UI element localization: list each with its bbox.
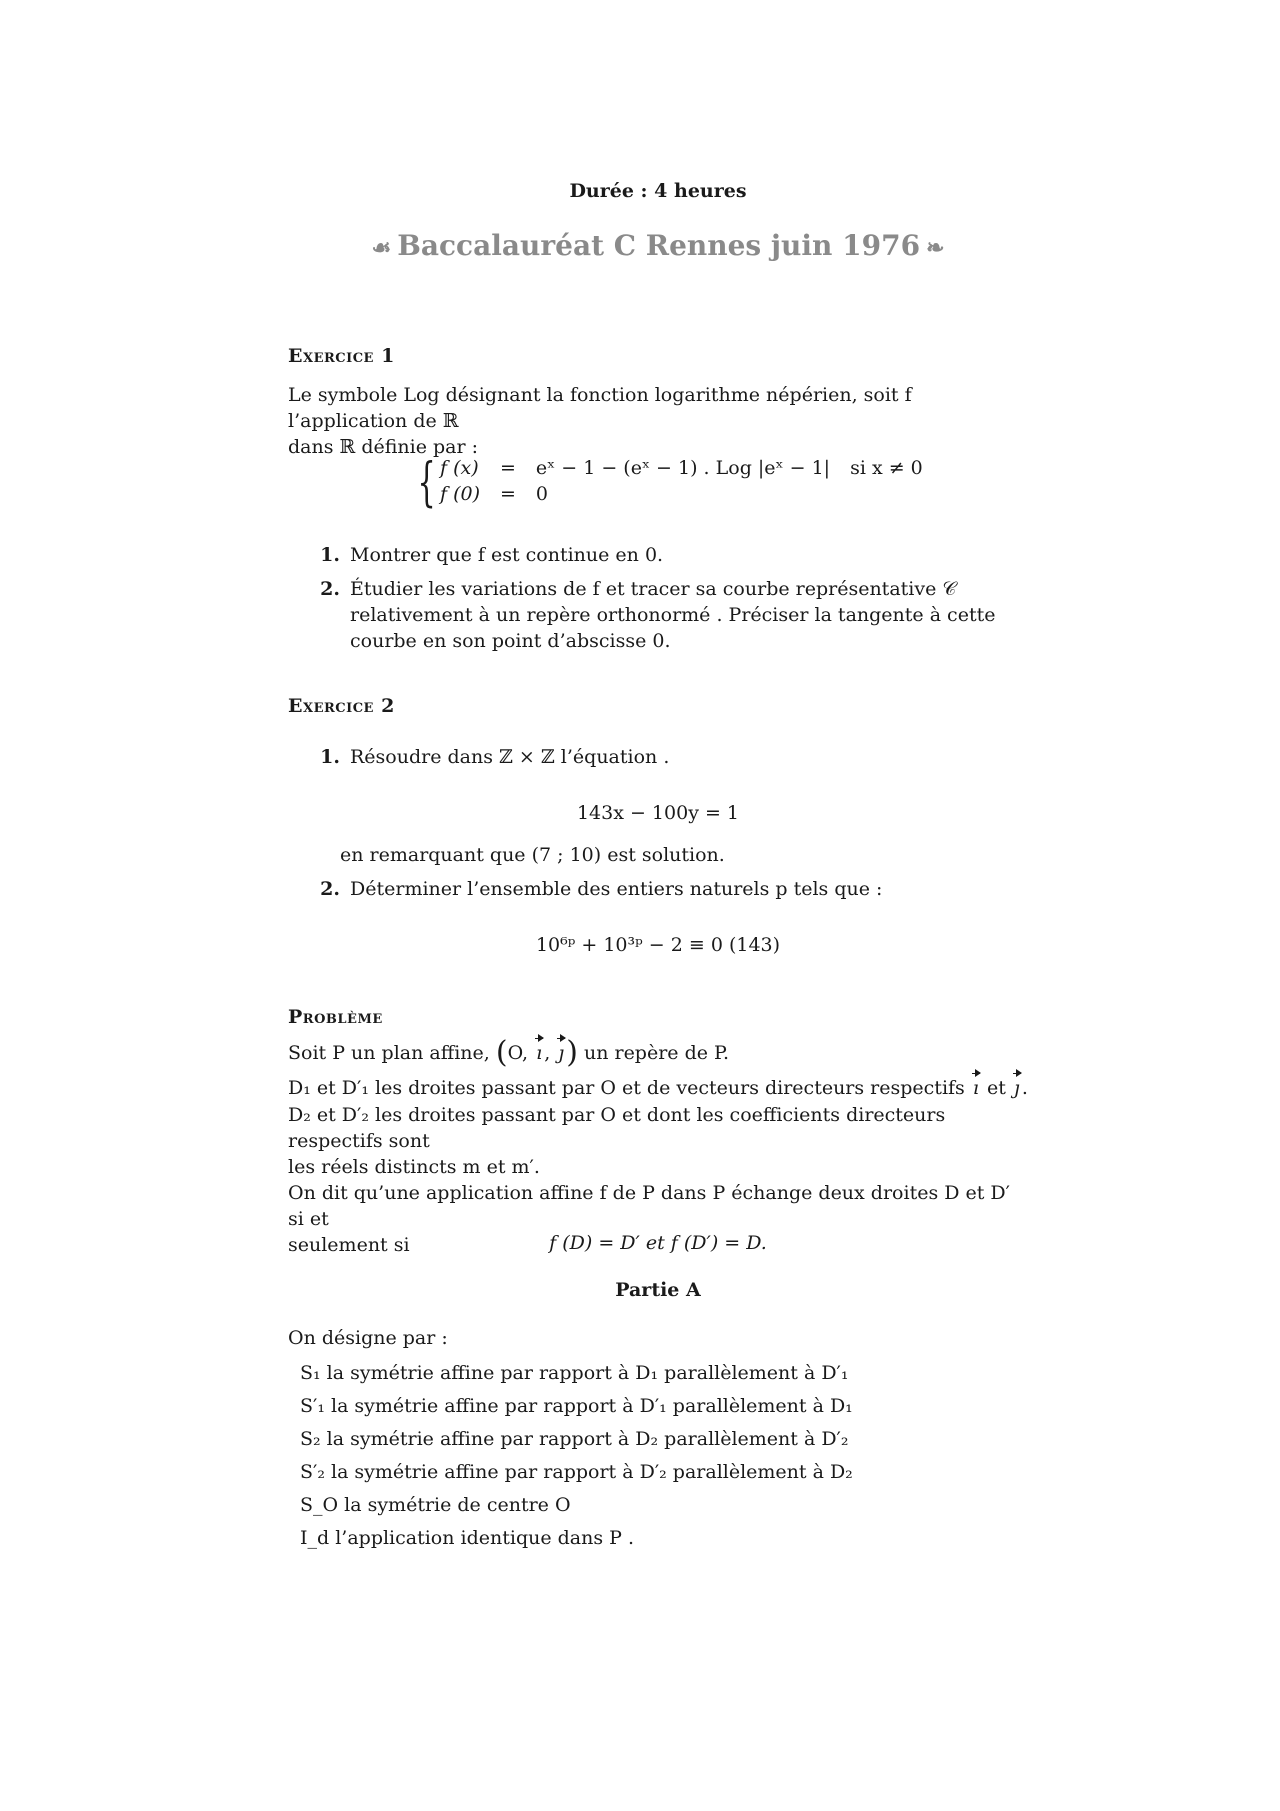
- list-item: S₁ la symétrie affine par rapport à D₁ parallèlement à D′₁: [300, 1362, 849, 1384]
- list-item: S′₂ la symétrie affine par rapport à D′₂ parallèlement à D₂: [300, 1461, 853, 1483]
- q-text: Montrer que f est continue en 0.: [350, 544, 664, 566]
- equation-1: 143x − 100y = 1: [576, 802, 740, 824]
- title-text: Baccalauréat C Rennes juin 1976: [397, 229, 921, 262]
- q-number: 2.: [320, 878, 340, 900]
- designe-line: On désigne par :: [288, 1327, 448, 1349]
- page-title: [288, 228, 1028, 266]
- function-system: [417, 453, 933, 513]
- probleme-l2: D₁ et D′₁ les droites passant par O et de vecteurs directeurs respectifs: [288, 1077, 965, 1099]
- intro-line-1: Le symbole Log désignant la fonction logarithme népérien, soit f l’application de ℝ: [288, 384, 912, 432]
- probleme-l4: les réels distincts m et m′.: [288, 1156, 540, 1178]
- sys-right-1: eˣ − 1 − (eˣ − 1) . Log |eˣ − 1|: [535, 457, 831, 479]
- symmetry-list: [300, 1360, 1028, 1558]
- q-text: Déterminer l’ensemble des entiers naturels p tels que :: [350, 878, 883, 900]
- intro-line-2: dans ℝ définie par :: [288, 436, 479, 458]
- probleme-l2-et: et: [986, 1077, 1006, 1099]
- sys-left-2: f (0): [440, 483, 480, 505]
- q-number: 1.: [320, 746, 340, 768]
- equation-2: 10⁶ᵖ + 10³ᵖ − 2 ≡ 0 (143): [535, 934, 781, 956]
- ornament-right-icon: ❧: [926, 235, 945, 261]
- sys-eq-2: =: [500, 483, 516, 505]
- ex2-question-1: [312, 744, 1028, 770]
- vector-i-icon: ı: [536, 1042, 543, 1064]
- q-number: 1.: [320, 544, 340, 566]
- exercise-1-intro: [288, 382, 1028, 460]
- probleme-l6: seulement si: [288, 1234, 410, 1256]
- list-item: S₂ la symétrie affine par rapport à D₂ parallèlement à D′₂: [300, 1428, 849, 1450]
- brace-symbol: {: [417, 453, 436, 513]
- probleme-l1-a: Soit P un plan affine,: [288, 1042, 490, 1064]
- q-text: Résoudre dans ℤ × ℤ l’équation .: [350, 746, 670, 768]
- ornament-left-icon: ☙: [371, 235, 392, 261]
- partie-a-heading: Partie A: [615, 1279, 701, 1301]
- ex1-question-1: [312, 542, 1028, 568]
- q-text: Étudier les variations de f et tracer sa courbe représentative 𝒞 relativement à un repère orthonormé . Préciser la tangente à cette courbe en son point d’abscisse 0.: [350, 578, 996, 652]
- exchange-equation: f (D) = D′ et f (D′) = D.: [549, 1232, 767, 1254]
- probleme-line-1: [288, 1035, 1028, 1070]
- list-item: S_O la symétrie de centre O: [300, 1494, 571, 1516]
- vector-j-icon: ȷ: [1013, 1077, 1020, 1099]
- vector-j-icon: ȷ: [558, 1042, 565, 1064]
- exercise-2-heading: Exercice 2: [288, 695, 395, 717]
- exercise-1-heading: Exercice 1: [288, 345, 395, 367]
- probleme-l1-b: un repère de P.: [583, 1042, 730, 1064]
- system-table: [430, 455, 933, 507]
- duration: Durée : 4 heures: [569, 180, 747, 202]
- frame-notation: (O, ı , ȷ): [495, 1035, 578, 1070]
- sys-left-1: f (x): [440, 457, 479, 479]
- probleme-line-2: D₁ et D′₁ les droites passant par O et de vecteurs directeurs respectifs ı et ȷ .: [288, 1077, 1028, 1099]
- probleme-heading: Problème: [288, 1006, 383, 1028]
- ex1-question-2: [312, 576, 1028, 654]
- sys-eq-1: =: [500, 457, 516, 479]
- list-item: S′₁ la symétrie affine par rapport à D′₁ parallèlement à D₁: [300, 1395, 853, 1417]
- sys-right-2: 0: [535, 483, 549, 505]
- sys-condition: si x ≠ 0: [850, 457, 923, 479]
- probleme-l5: On dit qu’une application affine f de P dans P échange deux droites D et D′ si et: [288, 1182, 1010, 1230]
- probleme-l3: D₂ et D′₂ les droites passant par O et dont les coefficients directeurs respectifs sont: [288, 1104, 946, 1152]
- vector-i-icon: ı: [972, 1077, 979, 1099]
- q-number: 2.: [320, 578, 340, 600]
- ex2-q1-after: en remarquant que (7 ; 10) est solution.: [340, 844, 725, 866]
- ex2-question-2: [312, 876, 1028, 902]
- list-item: I_d l’application identique dans P .: [300, 1527, 635, 1549]
